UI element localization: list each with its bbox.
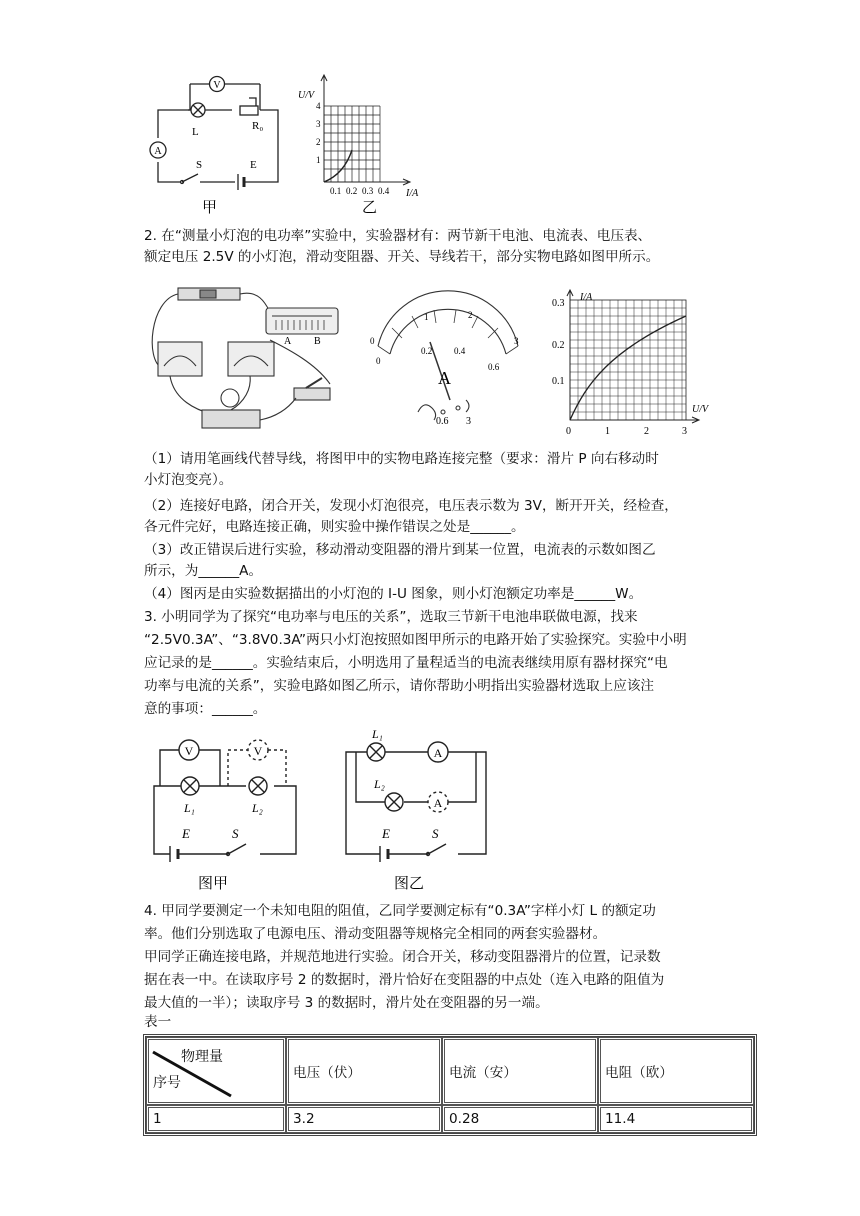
figure-q2-apparatus: [140, 280, 730, 440]
cell-voltage: 3.2: [286, 1105, 442, 1133]
q3-fig-b-l1: L₁: [372, 727, 383, 741]
top-voltmeter-label: V: [213, 80, 221, 91]
cell-current: 0.28: [442, 1105, 598, 1133]
top-caption-right: 乙: [362, 200, 378, 216]
q3-fig-a-l2: L₂: [252, 801, 263, 815]
top-graph-i-tick: 0.3: [362, 186, 374, 196]
q3-fig-a-s: S: [232, 826, 239, 841]
q2-scale-inner: 0: [376, 356, 381, 366]
top-graph-i-tick: 0.1: [330, 186, 342, 196]
q3-fig-b-ammeter-dashed: A: [433, 796, 443, 810]
header-current: 电流（安）: [442, 1037, 598, 1105]
q3-line-5: 意的事项：______。: [144, 701, 267, 717]
q4-line-3: 甲同学正确连接电路，并规范地进行实验。闭合开关，移动变阻器滑片的位置，记录数: [144, 949, 661, 965]
q3-fig-b-e: E: [382, 826, 390, 841]
table-row: [146, 1105, 754, 1133]
q2-part3-line-1: （3）改正错误后进行实验，移动滑动变阻器的滑片到某一位置，电流表的示数如图乙: [144, 542, 656, 558]
cell-index: 1: [146, 1105, 286, 1133]
q4-line-1: 4. 甲同学要测定一个未知电阻的阻值，乙同学要测定标有“0.3A”字样小灯 L 的额定功: [144, 903, 656, 919]
top-caption-left: 甲: [202, 200, 218, 216]
q2-part2-line-2: 各元件完好，电路连接正确，则实验中操作错误之处是______。: [144, 519, 525, 535]
q3-line-3: 应记录的是______。实验结束后，小明选用了量程适当的电流表继续用原有器材探究“电: [144, 655, 668, 671]
q2-ammeter-symbol: A: [438, 368, 451, 388]
q3-line-2: “2.5V0.3A”、“3.8V0.3A”两只小灯泡按照如图甲所示的电路开始了实验探究。实验中小明: [144, 632, 687, 648]
top-rheostat-label: R₀: [252, 120, 264, 132]
q2-scale-outer: 2: [468, 310, 473, 320]
q4-line-4: 据在表一中。在读取序号 2 的数据时，滑片恰好在变阻器的中点处（连入电路的阻值为: [144, 972, 665, 988]
top-graph-i-tick: 0.4: [378, 186, 390, 196]
q3-caption-left: 图甲: [198, 876, 229, 892]
q3-line-4: 功率与电流的关系”，实验电路如图乙所示，请你帮助小明指出实验器材选取上应该注: [144, 678, 655, 694]
q3-fig-a-e: E: [182, 826, 190, 841]
q3-fig-b-l2: L₂: [374, 777, 385, 791]
header-resistance: 电阻（欧）: [598, 1037, 754, 1105]
figure-q3-circuits: [140, 722, 510, 898]
top-graph-u-tick: 1: [316, 155, 321, 165]
q2-graph-y-axis: I/A: [580, 292, 593, 303]
top-switch-label: S: [196, 159, 203, 171]
header-index: 序号: [153, 1075, 181, 1091]
q2-graph-y-tick: 0.2: [552, 340, 565, 351]
q2-part2-line-1: （2）连接好电路，闭合开关，发现小灯泡很亮，电压表示数为 3V，断开开关，经检查，: [144, 498, 678, 514]
q3-fig-b-s: S: [432, 826, 439, 841]
q2-scale-outer: 3: [514, 336, 519, 346]
q4-line-2: 率。他们分别选取了电源电压、滑动变阻器等规格完全相同的两套实验器材。: [144, 926, 607, 942]
top-lamp-label: L: [192, 126, 199, 138]
header-voltage: 电压（伏）: [286, 1037, 442, 1105]
q2-scale-inner: 0.4: [454, 346, 466, 356]
figure-top-circuit: [140, 70, 440, 218]
table-title: 表一: [144, 1014, 172, 1030]
cell-resistance: 11.4: [598, 1105, 754, 1133]
top-graph-u-axis: U/V: [298, 90, 315, 101]
q2-terminal: 3: [466, 416, 471, 427]
q2-stem-line-2: 额定电压 2.5V 的小灯泡，滑动变阻器、开关、导线若干，部分实物电路如图甲所示。: [144, 249, 660, 265]
q2-graph-x-axis: U/V: [692, 404, 709, 415]
q2-scale-outer: 0: [370, 336, 375, 346]
q4-line-5: 最大值的一半）；读取序号 3 的数据时，滑片处在变阻器的另一端。: [144, 995, 549, 1011]
top-graph-u-tick: 3: [316, 119, 321, 129]
q2-part1-line-1: （1）请用笔画线代替导线，将图甲中的实物电路连接完整（要求：滑片 P 向右移动时: [144, 451, 659, 467]
q2-part4: （4）图丙是由实验数据描出的小灯泡的 I-U 图象，则小灯泡额定功率是______W。: [144, 586, 643, 602]
top-graph-u-tick: 2: [316, 137, 321, 147]
q2-scale-inner: 0.6: [488, 362, 500, 372]
q3-fig-a-voltmeter: V: [184, 744, 194, 758]
data-table: [143, 1034, 757, 1136]
top-graph-i-axis: I/A: [406, 188, 419, 199]
q3-fig-a-voltmeter-dashed: V: [253, 744, 263, 758]
q2-part1-line-2: 小灯泡变亮）。: [144, 472, 233, 488]
q2-scale-outer: 1: [424, 312, 429, 322]
q3-caption-right: 图乙: [394, 876, 425, 892]
q3-fig-a-l1: L₁: [184, 801, 195, 815]
q2-scale-inner: 0.2: [421, 346, 433, 356]
q2-stem-line-1: 2. 在“测量小灯泡的电功率”实验中，实验器材有：两节新干电池、电流表、电压表、: [144, 228, 652, 244]
q2-graph-x-tick: 2: [644, 426, 649, 437]
top-ammeter-label: A: [154, 146, 162, 157]
q2-graph-x-tick: 1: [605, 426, 610, 437]
q2-part3-line-2: 所示，为______A。: [144, 563, 263, 579]
q2-terminal: 0.6: [436, 416, 449, 427]
q3-line-1: 3. 小明同学为了探究“电功率与电压的关系”，选取三节新干电池串联做电源，找来: [144, 609, 638, 625]
q2-graph-x-tick: 0: [566, 426, 571, 437]
q2-graph-x-tick: 3: [682, 426, 687, 437]
q2-graph-y-tick: 0.1: [552, 376, 565, 387]
top-battery-label: E: [250, 159, 257, 171]
top-graph-u-tick: 4: [316, 101, 321, 111]
table-header-row: [146, 1037, 754, 1105]
q3-fig-b-ammeter: A: [433, 746, 443, 760]
header-quantity: 物理量: [181, 1049, 223, 1065]
diagonal-header-cell: [146, 1037, 286, 1105]
top-graph-i-tick: 0.2: [346, 186, 358, 196]
q2-rheostat-b: B: [314, 336, 321, 347]
q2-graph-y-tick: 0.3: [552, 298, 565, 309]
q2-rheostat-a: A: [284, 336, 292, 347]
